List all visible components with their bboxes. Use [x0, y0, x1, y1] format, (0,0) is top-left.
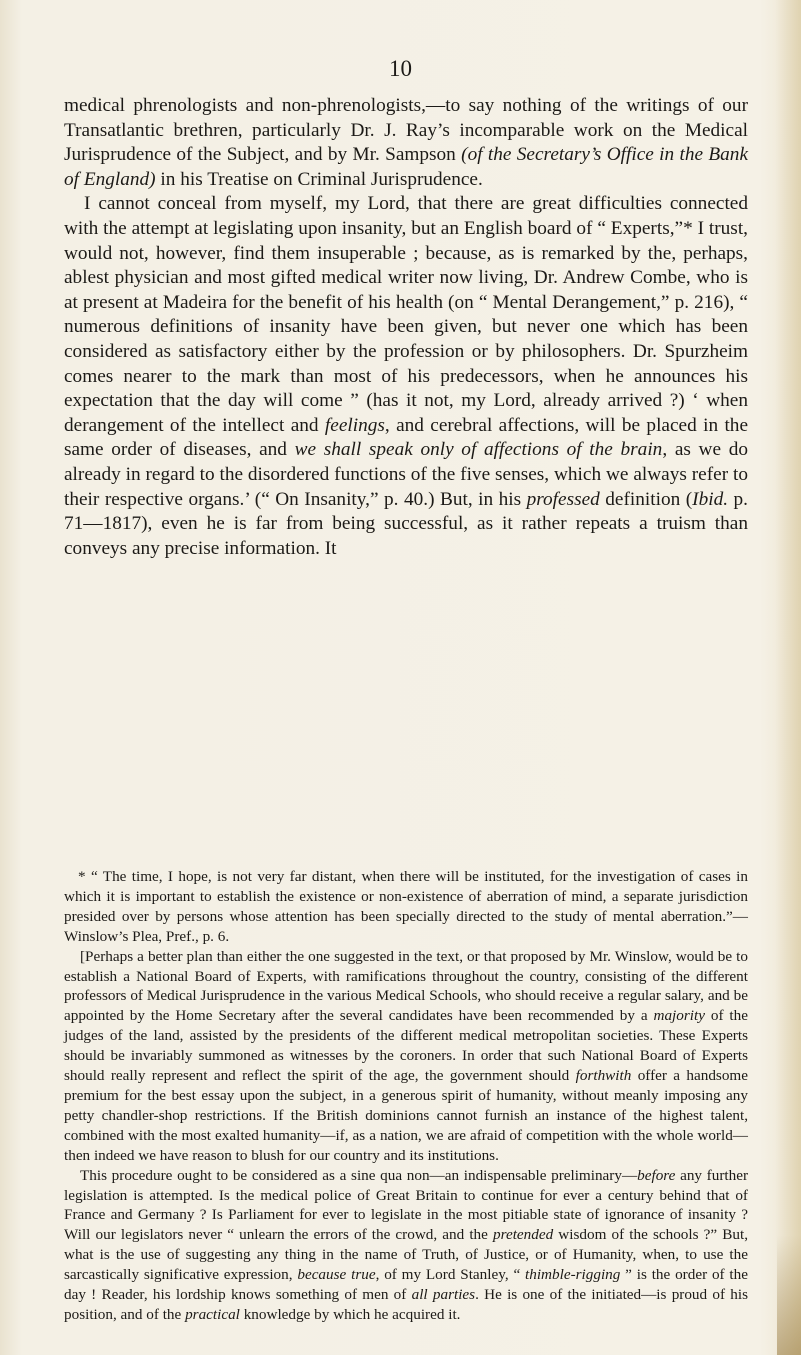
footnotes: [64, 867, 748, 1325]
paragraph: [64, 94, 748, 192]
text-run: I cannot conceal from myself, my Lord, that there are great difficulties connected with the attempt at legislating upon insanity, but an English board of “ Experts,”* I trust, would not, however, find them insuperable ; because, as is remarked by the, perhaps, ablest physician and most gifted medical writer now living, Dr. Andrew Combe, who is at present at Madeira for the benefit of his health (on “ Mental Derangement,” p. 216), “ numerous definitions of insanity have been given, but never one which has been considered as satisfactory either by the profession or by philosophers. Dr. Spurzheim comes nearer to the mark than most of his predecessors, when he announces his expectation that the day will come ” (has it not, my Lord, already arrived ?) ‘ when derangement of the intellect and: [64, 193, 748, 436]
italic-text: we shall speak only of affections of the brain: [294, 439, 663, 461]
text-run: any further legislation is attempted. Is the medical police of Great Britain to continue for ever a century behind that of France and Germany ? Is Parliament for ever to legislate in the most pitiable state of ignorance of insanity ? Will our legislators never “ unlearn the errors of the crowd, and the: [64, 1166, 749, 1244]
italic-text: before: [637, 1166, 676, 1184]
paragraph: [64, 192, 748, 561]
text-run: medical phrenologists and non-phrenologists,—to say nothing of the writings of our Transatlantic brethren, particularly Dr. J. Ray’s incomparable work on the Medical Jurisprudence of the Subject, and by Mr. Sampson: [64, 95, 748, 166]
italic-text: because true: [297, 1266, 376, 1284]
italic-text: majority: [653, 1007, 705, 1025]
text-run: , and cerebral affections, will be placed in the same order of diseases, and: [64, 414, 748, 461]
page-corner-stain: [777, 1235, 801, 1355]
main-text: [64, 94, 748, 561]
page-number: 10: [389, 56, 412, 81]
text-run: * “ The time, I hope, is not very far distant, when there will be instituted, for the investigation of cases in which it is important to establish the existence or non-existence of aberration of mind, a separate jurisdiction presided over by persons whose attention has been specially directed to the study of mental aberration.”—Winslow’s Plea, Pref., p. 6.: [64, 868, 748, 945]
page-edge-shadow: [775, 0, 801, 1355]
text-run: . He is one of the initiated—is proud of his position, and of the: [64, 1286, 748, 1323]
footnote: [64, 1166, 748, 1325]
italic-text: pretended: [493, 1226, 554, 1244]
italic-text: all parties: [411, 1286, 476, 1304]
text-run: wisdom of the schools ?” But, what is the use of suggesting any thing in the name of Truth, of Justice, or of Humanity, when, to use the sarcastically significative expression,: [64, 1226, 748, 1284]
italic-text: (of the Secretary’s Office in the Bank of England): [64, 144, 748, 190]
text-run: definition (: [599, 488, 693, 510]
text-run: ” is the order of the day ! Reader, his lordship knows something of men of: [64, 1266, 748, 1304]
text-run: , as we do already in regard to the disordered functions of the five senses, which we always refer to their respective organs.’ (“ On Insanity,” p. 40.) But, in his: [64, 439, 749, 510]
italic-text: Ibid.: [692, 488, 729, 510]
text-run: knowledge by which he acquired it.: [239, 1305, 461, 1323]
italic-text: professed: [526, 488, 600, 510]
italic-text: thimble-rigging: [525, 1266, 621, 1284]
footnote: [64, 947, 748, 1166]
footnote: [64, 867, 748, 947]
text-run: [Perhaps a better plan than either the one suggested in the text, or that proposed by Mr. Winslow, would be to establish a National Board of Experts, with ramifications throughout the country, consisting of the different professors of Medical Jurisprudence in the various Medical Schools, who should receive a regular salary, and be appointed by the Home Secretary after the several candidates have been recommended by a: [64, 947, 748, 1025]
italic-text: practical: [185, 1305, 240, 1323]
italic-text: forthwith: [575, 1067, 632, 1085]
text-run: of the judges of the land, assisted by the presidents of the different medical metropolitan societies. These Experts should be invariably summoned as witnesses by the coroners. In order that such National Board of Experts should really represent and reflect the spirit of the age, the government should: [64, 1007, 748, 1085]
text-run: This procedure ought to be considered as a sine qua non—an indispensable preliminary—: [80, 1166, 638, 1184]
italic-text: feelings: [324, 414, 385, 436]
text-run: , of my Lord Stanley, “: [375, 1266, 526, 1284]
text-run: in his Treatise on Criminal Jurisprudence.: [155, 168, 483, 190]
text-run: offer a handsome premium for the best essay upon the subject, in a generous spirit of humanity, without meanly imposing any petty chandler-shop restrictions. If the British dominions cannot furnish an instance of the highest talent, combined with the most exalted humanity—if, as a nation, we are afraid of competition with the whole world—then indeed we have reason to blush for our country and its institutions.: [64, 1067, 748, 1164]
text-run: p. 71—1817), even he is far from being successful, as it rather repeats a truism than conveys any precise information. It: [64, 488, 749, 559]
